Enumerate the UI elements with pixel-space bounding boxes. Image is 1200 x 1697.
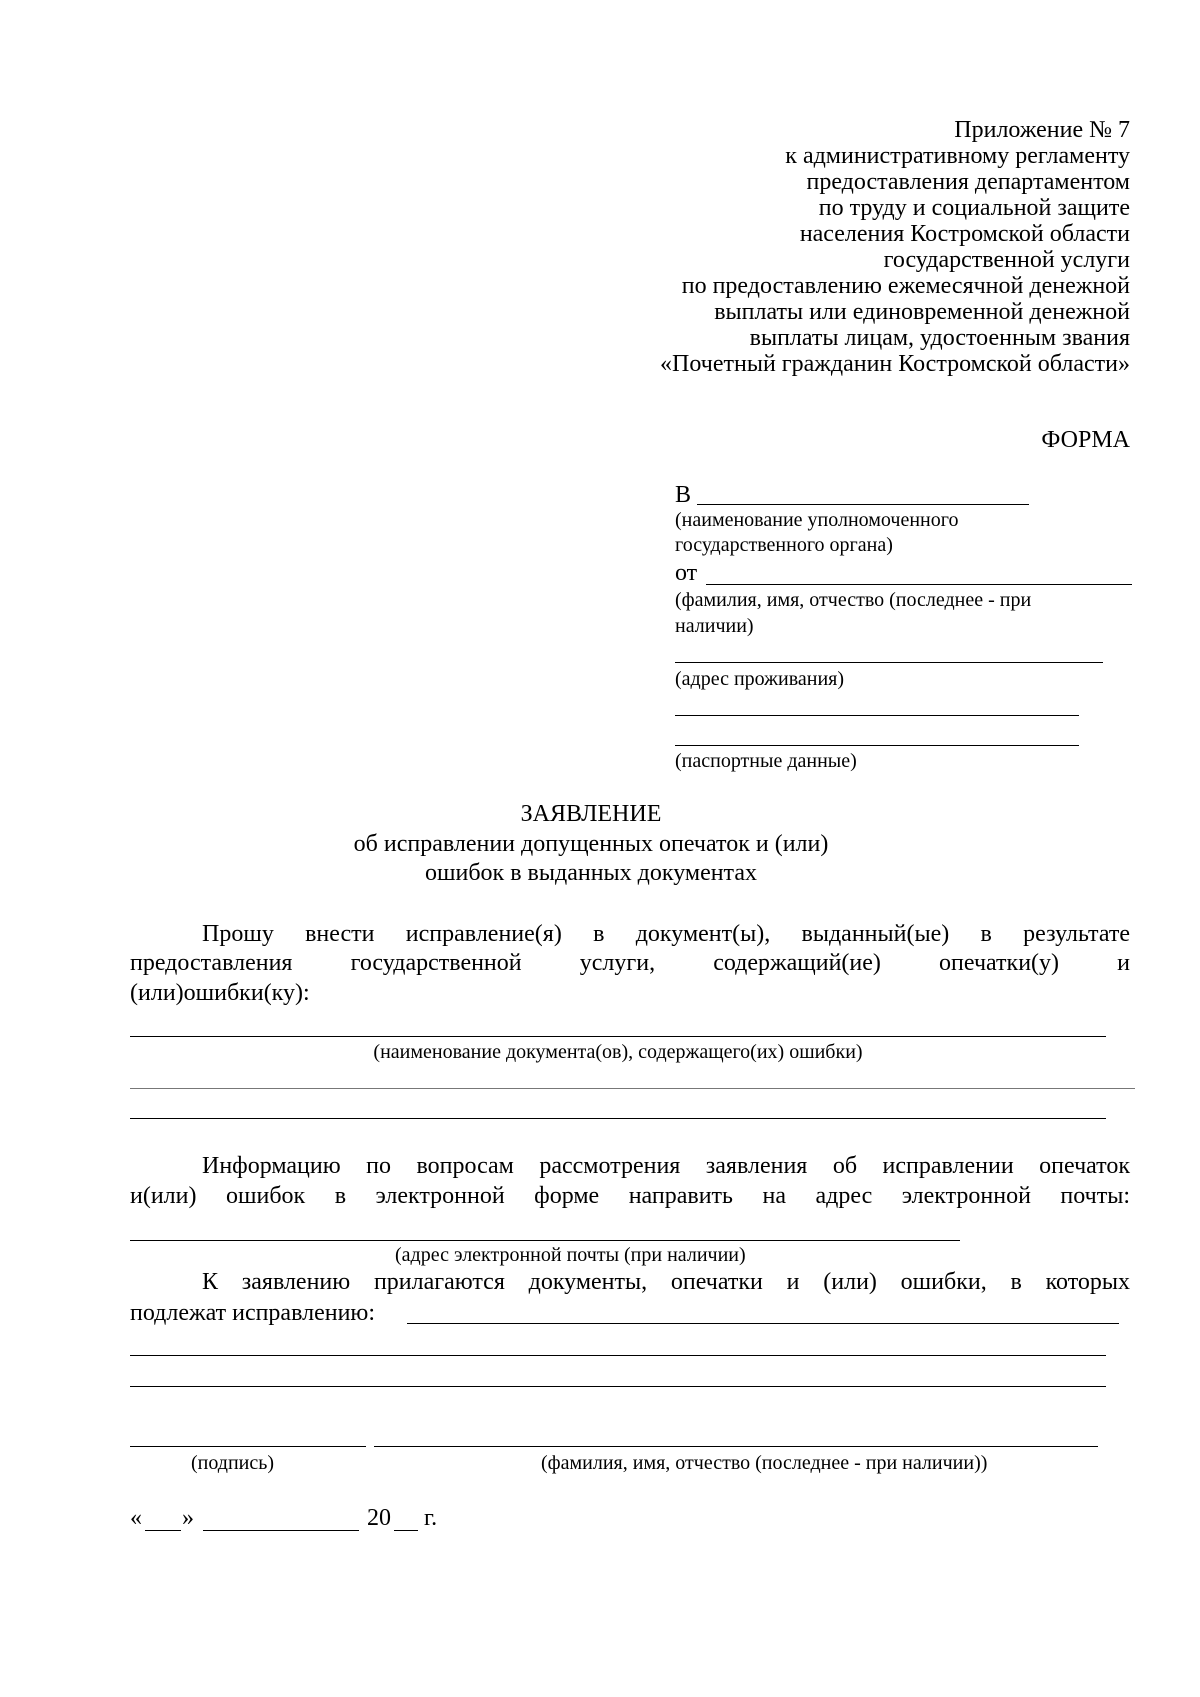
from-prefix: от: [675, 560, 698, 586]
appendix-line: населения Костромской области: [799, 221, 1130, 247]
date-month-line[interactable]: [203, 1530, 359, 1531]
form-label: ФОРМА: [1041, 427, 1130, 453]
document-subtitle-2: ошибок в выданных документах: [425, 860, 757, 886]
email-info-line-2: и(или) ошибок в электронной форме направить на адрес электронной почты:: [130, 1183, 1130, 1209]
request-line-3: (или)ошибки(ку):: [130, 980, 310, 1006]
email-field-line[interactable]: [130, 1240, 960, 1241]
date-open-quote: «: [130, 1505, 142, 1531]
document-name-hint: (наименование документа(ов), содержащего(их) ошибки): [373, 1041, 863, 1063]
document-name-line-2[interactable]: [130, 1088, 1135, 1089]
attachments-line-2: подлежат исправлению:: [130, 1300, 376, 1326]
appendix-line: предоставления департаментом: [806, 169, 1130, 195]
from-hint-line-1: (фамилия, имя, отчество (последнее - при: [675, 589, 1032, 611]
year-suffix: г.: [424, 1505, 438, 1531]
to-hint-line-1: (наименование уполномоченного: [675, 509, 959, 531]
passport-field-line-2[interactable]: [675, 745, 1079, 746]
attachments-field-line-1[interactable]: [407, 1323, 1119, 1324]
address-hint: (адрес проживания): [675, 668, 845, 690]
passport-field-line-1[interactable]: [675, 715, 1079, 716]
signature-hint: (подпись): [191, 1452, 275, 1474]
email-hint: (адрес электронной почты (при наличии): [395, 1244, 746, 1266]
to-hint-line-2: государственного органа): [675, 534, 893, 556]
to-field-line[interactable]: [697, 504, 1029, 505]
attachments-field-line-2[interactable]: [130, 1355, 1106, 1356]
appendix-line: государственной услуги: [883, 247, 1130, 273]
document-name-line-3[interactable]: [130, 1118, 1106, 1119]
appendix-line: выплаты лицам, удостоенным звания: [749, 325, 1130, 351]
appendix-line: к административному регламенту: [785, 143, 1130, 169]
passport-hint: (паспортные данные): [675, 750, 857, 772]
email-info-line-1: Информацию по вопросам рассмотрения заявления об исправлении опечаток: [202, 1153, 1130, 1179]
appendix-line: выплаты или единовременной денежной: [714, 299, 1130, 325]
request-line-2: предоставления государственной услуги, содержащий(ие) опечатки(у) и: [130, 950, 1130, 976]
date-close-quote: »: [182, 1505, 194, 1531]
appendix-block: [660, 117, 1130, 377]
appendix-line: по предоставлению ежемесячной денежной: [681, 273, 1130, 299]
date-day-line[interactable]: [145, 1530, 181, 1531]
from-hint-line-2: наличии): [675, 615, 754, 637]
full-name-hint: (фамилия, имя, отчество (последнее - при наличии)): [541, 1452, 988, 1474]
attachments-line-1: К заявлению прилагаются документы, опечатки и (или) ошибки, в которых: [202, 1269, 1130, 1295]
signature-line[interactable]: [130, 1446, 366, 1447]
appendix-line: Приложение № 7: [954, 117, 1130, 143]
document-name-line[interactable]: [130, 1036, 1106, 1037]
attachments-field-line-3[interactable]: [130, 1386, 1106, 1387]
date-year-line[interactable]: [394, 1530, 418, 1531]
document-title: ЗАЯВЛЕНИЕ: [520, 801, 662, 827]
year-prefix: 20: [367, 1505, 391, 1531]
appendix-line: «Почетный гражданин Костромской области»: [660, 351, 1130, 377]
appendix-line: по труду и социальной защите: [818, 195, 1130, 221]
address-field-line[interactable]: [675, 662, 1103, 663]
document-subtitle-1: об исправлении допущенных опечаток и (или): [353, 831, 829, 857]
to-prefix: В: [675, 482, 692, 508]
full-name-line[interactable]: [374, 1446, 1098, 1447]
request-line-1: Прошу внести исправление(я) в документ(ы), выданный(ые) в результате: [202, 921, 1130, 947]
from-field-line[interactable]: [706, 584, 1132, 585]
